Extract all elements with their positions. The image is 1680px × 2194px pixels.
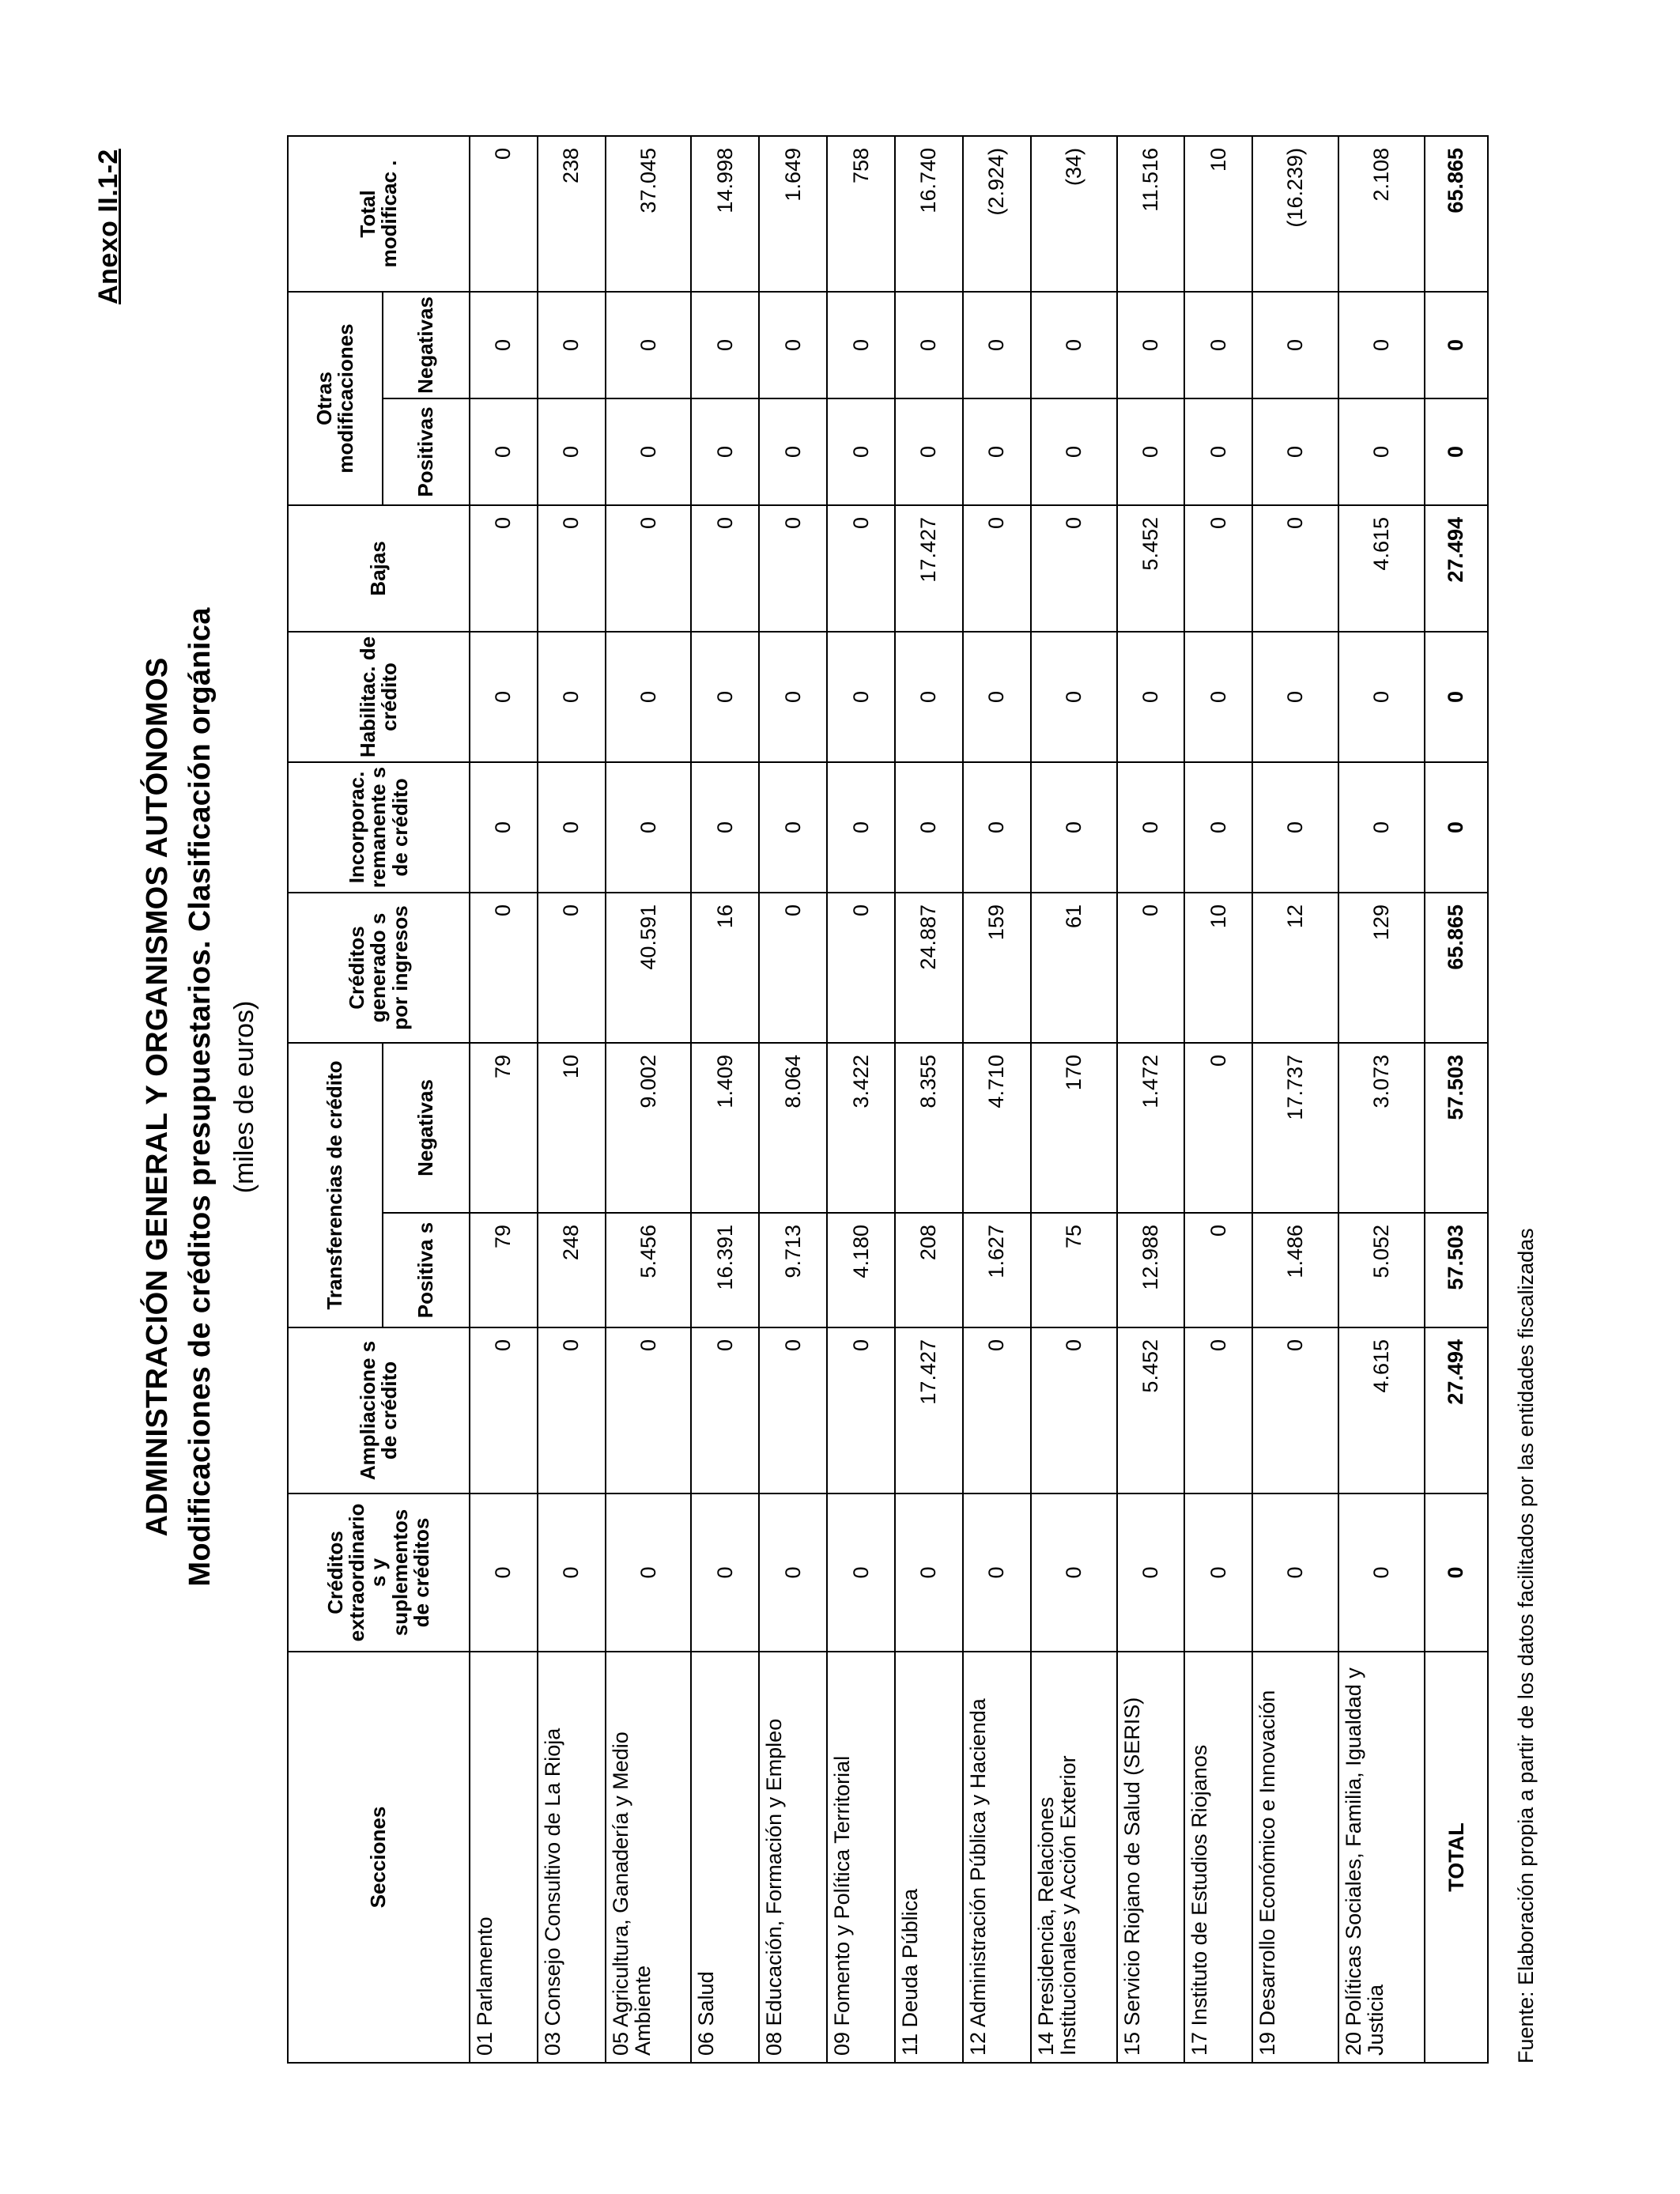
- cell-incorporac: 0: [1425, 762, 1488, 893]
- cell-otras-pos: 0: [1031, 398, 1117, 505]
- cell-otras-neg: 0: [538, 292, 606, 398]
- cell-bajas: 0: [827, 505, 895, 632]
- cell-cred-extra: 0: [691, 1494, 759, 1652]
- cell-seccion: 11 Deuda Pública: [895, 1652, 963, 2063]
- header-total: Total modificac .: [288, 136, 470, 292]
- cell-cred-extra: 0: [827, 1494, 895, 1652]
- cell-total: 2.108: [1338, 136, 1425, 292]
- cell-bajas: 0: [606, 505, 692, 632]
- cell-incorporac: 0: [691, 762, 759, 893]
- cell-bajas: 5.452: [1117, 505, 1185, 632]
- table-row: [895, 136, 963, 2063]
- cell-generados: 0: [470, 893, 538, 1043]
- cell-transf-neg: 1.472: [1117, 1043, 1185, 1213]
- cell-transf-neg: 4.710: [963, 1043, 1031, 1213]
- cell-total: 16.740: [895, 136, 963, 292]
- cell-seccion: 03 Consejo Consultivo de La Rioja: [538, 1652, 606, 2063]
- cell-generados: 10: [1184, 893, 1252, 1043]
- cell-transf-pos: 57.503: [1425, 1213, 1488, 1327]
- header-incorporaciones: Incorporac. remanente s de crédito: [288, 762, 470, 893]
- cell-habilitac: 0: [1184, 632, 1252, 762]
- cell-generados: 0: [827, 893, 895, 1043]
- header-transferencias-positivas: Positiva s: [383, 1213, 470, 1327]
- cell-transf-neg: 170: [1031, 1043, 1117, 1213]
- cell-incorporac: 0: [1252, 762, 1338, 893]
- table-row: [963, 136, 1031, 2063]
- cell-generados: 40.591: [606, 893, 692, 1043]
- table-row: [470, 136, 538, 2063]
- header-transferencias: Transferencias de crédito: [288, 1043, 383, 1327]
- cell-bajas: 0: [538, 505, 606, 632]
- cell-ampliaciones: 0: [827, 1327, 895, 1494]
- cell-habilitac: 0: [1425, 632, 1488, 762]
- cell-cred-extra: 0: [538, 1494, 606, 1652]
- cell-ampliaciones: 27.494: [1425, 1327, 1488, 1494]
- cell-ampliaciones: 0: [606, 1327, 692, 1494]
- header-otras-positivas: Positivas: [383, 398, 470, 505]
- cell-generados: 61: [1031, 893, 1117, 1043]
- cell-total: 10: [1184, 136, 1252, 292]
- cell-incorporac: 0: [963, 762, 1031, 893]
- source-footnote: Fuente: Elaboración propia a partir de los datos facilitados por las entidades fiscalizadas: [1514, 1228, 1538, 2064]
- cell-otras-neg: 0: [895, 292, 963, 398]
- header-otras-modificaciones: Otras modificaciones: [288, 292, 383, 505]
- cell-seccion: 20 Políticas Sociales, Familia, Igualdad y Justicia: [1338, 1652, 1425, 2063]
- page-subtitle: Modificaciones de créditos presupuestarios. Clasificación orgánica: [183, 607, 217, 1587]
- cell-incorporac: 0: [1031, 762, 1117, 893]
- cell-ampliaciones: 0: [691, 1327, 759, 1494]
- cell-transf-neg: 8.355: [895, 1043, 963, 1213]
- cell-incorporac: 0: [895, 762, 963, 893]
- cell-total: 11.516: [1117, 136, 1185, 292]
- cell-generados: 129: [1338, 893, 1425, 1043]
- cell-otras-neg: 0: [1425, 292, 1488, 398]
- cell-transf-pos: 5.456: [606, 1213, 692, 1327]
- cell-otras-pos: 0: [691, 398, 759, 505]
- cell-generados: 0: [759, 893, 827, 1043]
- cell-otras-pos: 0: [1184, 398, 1252, 505]
- header-transferencias-negativas: Negativas: [383, 1043, 470, 1213]
- budget-modifications-table: [287, 135, 1489, 2064]
- table-body: [470, 136, 1488, 2063]
- cell-otras-neg: 0: [827, 292, 895, 398]
- cell-transf-neg: 10: [538, 1043, 606, 1213]
- cell-habilitac: 0: [759, 632, 827, 762]
- cell-total: 65.865: [1425, 136, 1488, 292]
- cell-cred-extra: 0: [470, 1494, 538, 1652]
- table-row: [538, 136, 606, 2063]
- cell-otras-neg: 0: [1117, 292, 1185, 398]
- cell-seccion: 06 Salud: [691, 1652, 759, 2063]
- cell-transf-pos: 208: [895, 1213, 963, 1327]
- cell-otras-neg: 0: [1338, 292, 1425, 398]
- cell-transf-pos: 9.713: [759, 1213, 827, 1327]
- cell-cred-extra: 0: [1184, 1494, 1252, 1652]
- cell-total: 14.998: [691, 136, 759, 292]
- table-header: [288, 136, 470, 2063]
- cell-otras-pos: 0: [1252, 398, 1338, 505]
- cell-bajas: 0: [691, 505, 759, 632]
- cell-habilitac: 0: [827, 632, 895, 762]
- cell-bajas: 0: [963, 505, 1031, 632]
- cell-bajas: 0: [759, 505, 827, 632]
- cell-transf-pos: 75: [1031, 1213, 1117, 1327]
- cell-cred-extra: 0: [1338, 1494, 1425, 1652]
- cell-transf-neg: 9.002: [606, 1043, 692, 1213]
- header-creditos-generados: Créditos generado s por ingresos: [288, 893, 470, 1043]
- cell-ampliaciones: 0: [1184, 1327, 1252, 1494]
- cell-ampliaciones: 0: [1031, 1327, 1117, 1494]
- cell-seccion: 08 Educación, Formación y Empleo: [759, 1652, 827, 2063]
- cell-bajas: 0: [1184, 505, 1252, 632]
- cell-total: (34): [1031, 136, 1117, 292]
- cell-ampliaciones: 0: [1252, 1327, 1338, 1494]
- cell-habilitac: 0: [691, 632, 759, 762]
- cell-otras-pos: 0: [470, 398, 538, 505]
- cell-generados: 65.865: [1425, 893, 1488, 1043]
- cell-bajas: 0: [1031, 505, 1117, 632]
- header-otras-negativas: Negativas: [383, 292, 470, 398]
- cell-habilitac: 0: [1338, 632, 1425, 762]
- cell-otras-pos: 0: [963, 398, 1031, 505]
- cell-transf-neg: 3.422: [827, 1043, 895, 1213]
- cell-total: (16.239): [1252, 136, 1338, 292]
- cell-cred-extra: 0: [963, 1494, 1031, 1652]
- cell-incorporac: 0: [827, 762, 895, 893]
- cell-transf-pos: 79: [470, 1213, 538, 1327]
- cell-transf-pos: 0: [1184, 1213, 1252, 1327]
- table-row: [1184, 136, 1252, 2063]
- cell-otras-neg: 0: [606, 292, 692, 398]
- cell-cred-extra: 0: [1252, 1494, 1338, 1652]
- header-ampliaciones: Ampliacione s de crédito: [288, 1327, 470, 1494]
- cell-transf-neg: 3.073: [1338, 1043, 1425, 1213]
- header-creditos-extraordinarios: Créditos extraordinario s y suplementos de créditos: [288, 1494, 470, 1652]
- cell-incorporac: 0: [1117, 762, 1185, 893]
- cell-ampliaciones: 4.615: [1338, 1327, 1425, 1494]
- cell-otras-pos: 0: [895, 398, 963, 505]
- header-secciones: Secciones: [288, 1652, 470, 2063]
- cell-habilitac: 0: [1031, 632, 1117, 762]
- cell-habilitac: 0: [538, 632, 606, 762]
- cell-otras-pos: 0: [1425, 398, 1488, 505]
- cell-ampliaciones: 0: [538, 1327, 606, 1494]
- cell-total: 1.649: [759, 136, 827, 292]
- cell-seccion: 14 Presidencia, Relaciones Institucionales y Acción Exterior: [1031, 1652, 1117, 2063]
- cell-otras-pos: 0: [606, 398, 692, 505]
- cell-generados: 0: [538, 893, 606, 1043]
- cell-otras-neg: 0: [963, 292, 1031, 398]
- cell-total: 37.045: [606, 136, 692, 292]
- cell-otras-pos: 0: [827, 398, 895, 505]
- cell-cred-extra: 0: [1425, 1494, 1488, 1652]
- cell-seccion: 09 Fomento y Política Territorial: [827, 1652, 895, 2063]
- cell-total: 238: [538, 136, 606, 292]
- cell-bajas: 17.427: [895, 505, 963, 632]
- cell-generados: 12: [1252, 893, 1338, 1043]
- cell-otras-neg: 0: [1252, 292, 1338, 398]
- cell-otras-pos: 0: [1338, 398, 1425, 505]
- cell-generados: 159: [963, 893, 1031, 1043]
- cell-seccion: 01 Parlamento: [470, 1652, 538, 2063]
- cell-otras-pos: 0: [1117, 398, 1185, 505]
- annex-label: Anexo II.1-2: [93, 149, 123, 304]
- cell-transf-neg: 1.409: [691, 1043, 759, 1213]
- cell-seccion: TOTAL: [1425, 1652, 1488, 2063]
- cell-habilitac: 0: [963, 632, 1031, 762]
- cell-seccion: 15 Servicio Riojano de Salud (SERIS): [1117, 1652, 1185, 2063]
- cell-ampliaciones: 0: [759, 1327, 827, 1494]
- cell-incorporac: 0: [606, 762, 692, 893]
- cell-habilitac: 0: [1117, 632, 1185, 762]
- table-row: [1117, 136, 1185, 2063]
- header-bajas: Bajas: [288, 505, 470, 632]
- cell-bajas: 0: [1252, 505, 1338, 632]
- cell-bajas: 4.615: [1338, 505, 1425, 632]
- cell-cred-extra: 0: [1031, 1494, 1117, 1652]
- cell-incorporac: 0: [1338, 762, 1425, 893]
- cell-habilitac: 0: [606, 632, 692, 762]
- cell-ampliaciones: 17.427: [895, 1327, 963, 1494]
- cell-cred-extra: 0: [1117, 1494, 1185, 1652]
- cell-bajas: 0: [470, 505, 538, 632]
- page-title: ADMINISTRACIÓN GENERAL Y ORGANISMOS AUTÓNOMOS: [141, 657, 174, 1537]
- table-row: [759, 136, 827, 2063]
- cell-cred-extra: 0: [895, 1494, 963, 1652]
- cell-cred-extra: 0: [759, 1494, 827, 1652]
- table-row: [827, 136, 895, 2063]
- cell-generados: 24.887: [895, 893, 963, 1043]
- total-row: [1425, 136, 1488, 2063]
- cell-bajas: 27.494: [1425, 505, 1488, 632]
- table-row: [1338, 136, 1425, 2063]
- cell-habilitac: 0: [1252, 632, 1338, 762]
- cell-seccion: 05 Agricultura, Ganadería y Medio Ambiente: [606, 1652, 692, 2063]
- cell-cred-extra: 0: [606, 1494, 692, 1652]
- cell-total: 0: [470, 136, 538, 292]
- cell-habilitac: 0: [895, 632, 963, 762]
- cell-seccion: 12 Administración Pública y Hacienda: [963, 1652, 1031, 2063]
- cell-transf-pos: 248: [538, 1213, 606, 1327]
- cell-transf-pos: 5.052: [1338, 1213, 1425, 1327]
- cell-otras-pos: 0: [538, 398, 606, 505]
- cell-incorporac: 0: [538, 762, 606, 893]
- cell-transf-neg: 17.737: [1252, 1043, 1338, 1213]
- cell-generados: 16: [691, 893, 759, 1043]
- cell-incorporac: 0: [1184, 762, 1252, 893]
- cell-transf-pos: 12.988: [1117, 1213, 1185, 1327]
- table-row: [1031, 136, 1117, 2063]
- header-habilitaciones: Habilitac. de crédito: [288, 632, 470, 762]
- cell-otras-neg: 0: [759, 292, 827, 398]
- cell-transf-neg: 0: [1184, 1043, 1252, 1213]
- cell-otras-neg: 0: [470, 292, 538, 398]
- cell-transf-neg: 57.503: [1425, 1043, 1488, 1213]
- cell-otras-neg: 0: [691, 292, 759, 398]
- cell-transf-pos: 1.486: [1252, 1213, 1338, 1327]
- cell-transf-pos: 4.180: [827, 1213, 895, 1327]
- cell-transf-pos: 16.391: [691, 1213, 759, 1327]
- cell-total: (2.924): [963, 136, 1031, 292]
- cell-seccion: 17 Instituto de Estudios Riojanos: [1184, 1652, 1252, 2063]
- table-row: [1252, 136, 1338, 2063]
- cell-total: 758: [827, 136, 895, 292]
- cell-otras-neg: 0: [1031, 292, 1117, 398]
- cell-habilitac: 0: [470, 632, 538, 762]
- cell-ampliaciones: 0: [963, 1327, 1031, 1494]
- table-row: [606, 136, 692, 2063]
- units-note: (miles de euros): [229, 1000, 259, 1194]
- cell-generados: 0: [1117, 893, 1185, 1043]
- cell-transf-neg: 79: [470, 1043, 538, 1213]
- cell-ampliaciones: 5.452: [1117, 1327, 1185, 1494]
- cell-incorporac: 0: [470, 762, 538, 893]
- cell-otras-pos: 0: [759, 398, 827, 505]
- cell-otras-neg: 0: [1184, 292, 1252, 398]
- table-row: [691, 136, 759, 2063]
- cell-incorporac: 0: [759, 762, 827, 893]
- cell-ampliaciones: 0: [470, 1327, 538, 1494]
- cell-transf-neg: 8.064: [759, 1043, 827, 1213]
- cell-seccion: 19 Desarrollo Económico e Innovación: [1252, 1652, 1338, 2063]
- cell-transf-pos: 1.627: [963, 1213, 1031, 1327]
